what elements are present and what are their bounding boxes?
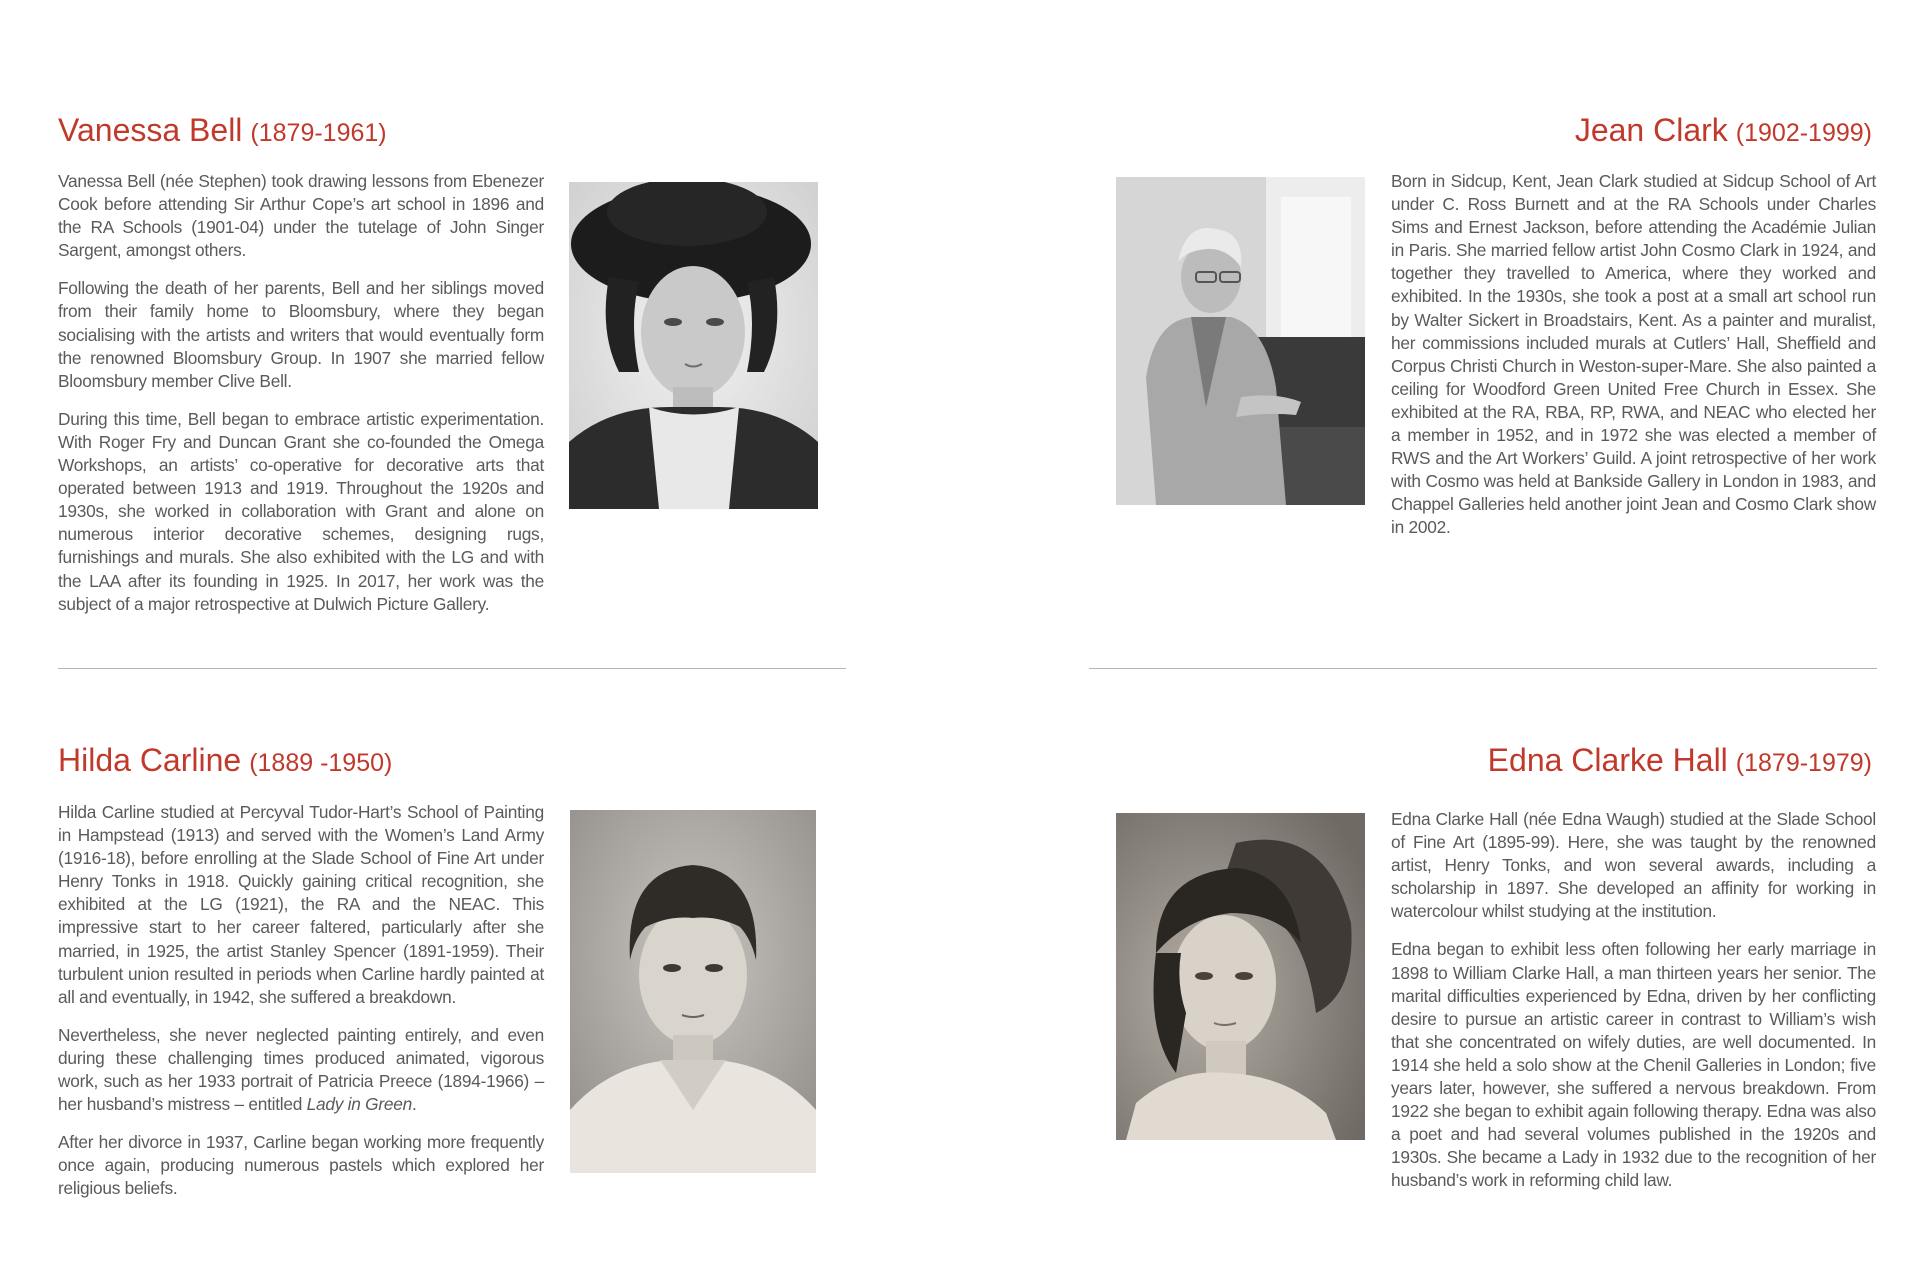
artist-name: Jean Clark (1574, 112, 1728, 148)
artist-biography (1391, 808, 1876, 1208)
artist-heading (58, 110, 387, 153)
artist-dates: (1879-1961) (250, 119, 387, 147)
artist-heading (1488, 740, 1872, 783)
section-divider (58, 668, 846, 669)
artist-dates: (1889 -1950) (249, 749, 393, 777)
bio-paragraph (58, 1024, 544, 1116)
artist-biography (58, 170, 544, 631)
bio-paragraph: During this time, Bell began to embrace artistic experimentation. With Roger Fry and Duncan Grant she co-founded the Omega Workshops, an artists’ co-operative for decorative arts that operated between 1913 and 1919. Throughout the 1920s and 1930s, she worked in collaboration with Grant and alone on numerous interior decorative schemes, designing rugs, furnishings and murals. She also exhibited with the LG and with the LAA after its founding in 1925. In 2017, her work was the subject of a major retrospective at Dulwich Picture Gallery. (58, 408, 544, 614)
artwork-title: Lady in Green (306, 1094, 412, 1115)
artist-heading (1575, 110, 1872, 153)
artist-dates: (1879-1979) (1735, 749, 1872, 777)
bio-paragraph: After her divorce in 1937, Carline began working more frequently once again, producing numerous pastels which explored her religious beliefs. (58, 1132, 544, 1199)
portrait-photo-icon (570, 810, 816, 1173)
bio-paragraph: Edna began to exhibit less often following her early marriage in 1898 to William Clarke Hall, a man thirteen years her senior. The marital difficulties experienced by Edna, driven by her conflicting desire to pursue an artistic career in contrast to William’s wish that she concentrated on wifely duties, are well documented. In 1914 she held a solo show at the Chenil Galleries in London; five years later, however, she suffered a nervous breakdown. From 1922 she began to exhibit again following therapy. Edna was also a poet and had several volumes published in the 1920s and 1930s. She became a Lady in 1932 due to the recognition of her husband’s work in reforming child law. (1391, 939, 1876, 1191)
artist-biography (1391, 170, 1876, 555)
artist-dates: (1902-1999) (1735, 119, 1872, 147)
bio-paragraph: Vanessa Bell (née Stephen) took drawing lessons from Ebenezer Cook before attending Sir Arthur Cope’s art school in 1896 and the RA Schools (1901-04) under the tutelage of John Singer Sargent, amongst others. (58, 171, 544, 261)
bio-text: Nevertheless, she never neglected painting entirely, and even during these challenging times produced animated, vigorous work, such as her 1933 portrait of Patricia Preece (1894-1966) – her husband’s mistress – entitled (58, 1024, 544, 1115)
artist-name: Vanessa Bell (58, 112, 243, 148)
artist-name: Hilda Carline (58, 742, 242, 778)
portrait-photo-icon (569, 182, 818, 509)
artist-heading (58, 740, 392, 783)
bio-paragraph: Edna Clarke Hall (née Edna Waugh) studied at the Slade School of Fine Art (1895-99). Here, she was taught by the renowned artist, Henry Tonks, and won several awards, including a scholarship in 1897. She developed an affinity for working in watercolour whilst studying at the institution. (1391, 809, 1876, 922)
bio-paragraph: Born in Sidcup, Kent, Jean Clark studied at Sidcup School of Art under C. Ross Burnett and at the RA Schools under Charles Sims and Ernest Jackson, before attending the Académie Julian in Paris. She married fellow artist John Cosmo Clark in 1924, and together they travelled to America, where they worked and exhibited. In the 1930s, she took a post at a small art school run by Walter Sickert in Broadstairs, Kent. As a painter and muralist, her commissions included murals at Cutlers’ Hall, Sheffield and Corpus Christi Church in Weston-super-Mare. She also painted a ceiling for Woodford Green United Free Church in Essex. She exhibited at the RA, RBA, RP, RWA, and NEAC who elected her a member in 1952, and in 1972 she was elected a member of RWS and the Art Workers’ Guild. A joint retrospective of her work with Cosmo was held at Bankside Gallery in London in 1983, and Chappel Galleries held another joint Jean and Cosmo Clark show in 2002. (1391, 171, 1876, 538)
portrait-photo-icon (1116, 813, 1365, 1140)
artist-biography (58, 801, 544, 1216)
bio-paragraph: Following the death of her parents, Bell and her siblings moved from their family home to Bloomsbury, where they began socialising with the artists and writers that would eventually form the renowned Bloomsbury Group. In 1907 she married fellow Bloomsbury member Clive Bell. (58, 278, 544, 391)
bio-paragraph: Hilda Carline studied at Percyval Tudor-Hart’s School of Painting in Hampstead (1913) and served with the Women’s Land Army (1916-18), before enrolling at the Slade School of Fine Art under Henry Tonks in 1918. Quickly gaining critical recognition, she exhibited at the LG (1921), the RA and the NEAC. This impressive start to her career faltered, particularly after she married, in 1925, the artist Stanley Spencer (1891-1959). Their turbulent union resulted in periods when Carline hardly painted at all and eventually, in 1942, she suffered a breakdown. (58, 802, 544, 1007)
section-divider (1089, 668, 1877, 669)
artist-name: Edna Clarke Hall (1487, 742, 1728, 778)
bio-text: . (411, 1094, 417, 1115)
portrait-photo-icon (1116, 177, 1365, 505)
